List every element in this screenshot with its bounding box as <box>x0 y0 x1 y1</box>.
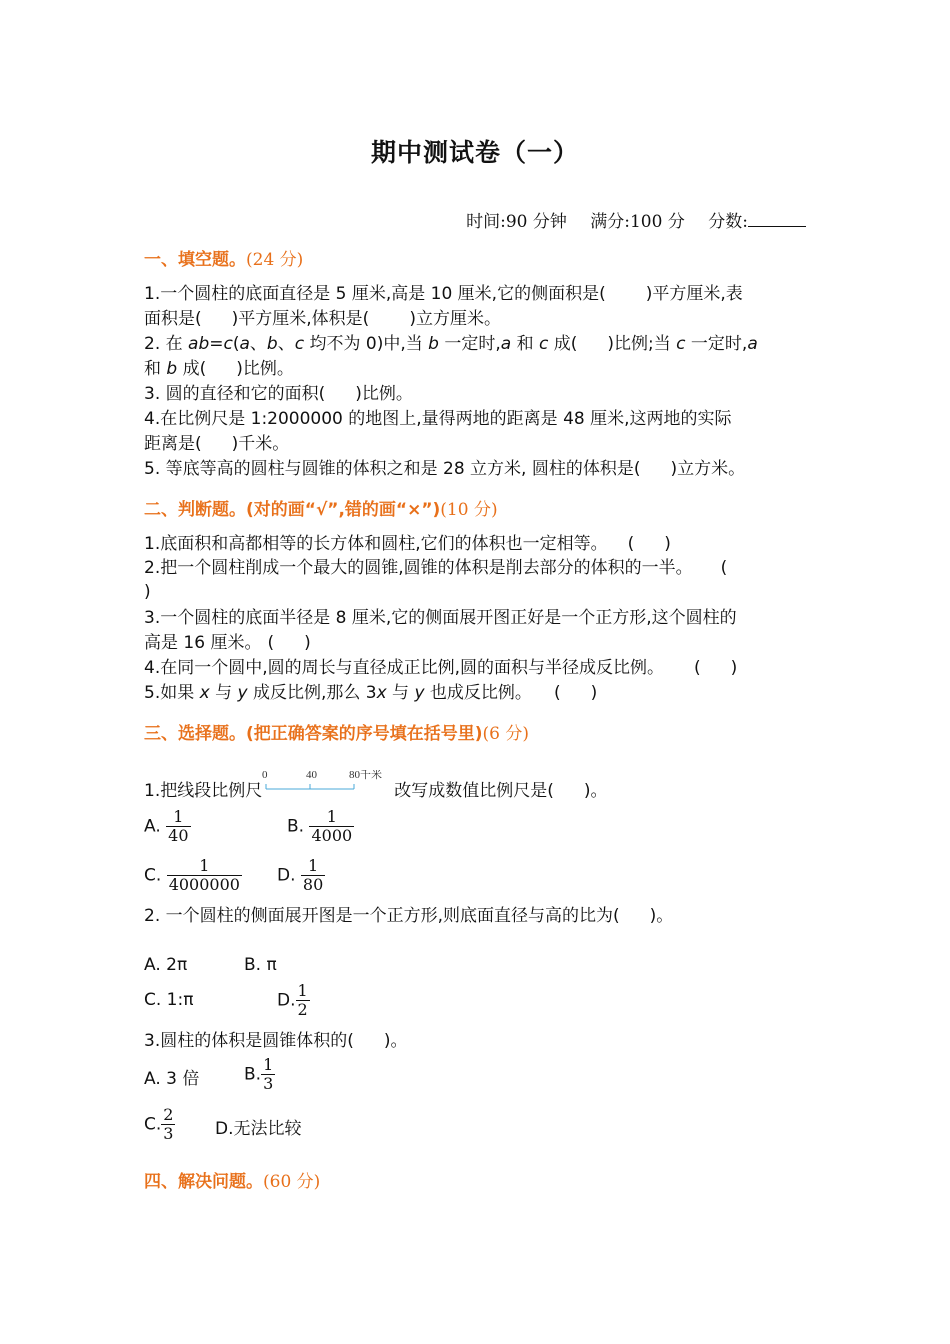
section-title: 二、判断题。(对的画“√”,错的画“×”) <box>144 500 441 520</box>
numerator: 1 <box>307 856 319 875</box>
choice-q3-option-a[interactable] <box>144 1064 199 1089</box>
option-label: C. <box>144 1114 162 1135</box>
text: ) <box>304 633 311 653</box>
fraction <box>261 1056 275 1093</box>
choice-q3-option-d[interactable] <box>215 1114 302 1139</box>
text: ( <box>720 558 728 578</box>
text: 与 <box>209 683 238 703</box>
section-title: 三、选择题。(把正确答案的序号填在括号里) <box>144 724 483 744</box>
fill-q2-line2 <box>144 357 294 381</box>
var: x <box>376 683 387 703</box>
fill-q3 <box>144 382 413 406</box>
text: ( <box>232 334 240 354</box>
section-score: (6 分) <box>482 724 530 744</box>
option-label: C. 1:π <box>144 990 194 1010</box>
text: )平方厘米,体积是( <box>231 309 370 329</box>
choice-q1-option-a[interactable] <box>144 808 191 845</box>
section-choice <box>144 719 529 744</box>
fraction <box>309 808 354 845</box>
choice-q2 <box>144 904 673 928</box>
text: 3.一个圆柱的底面半径是 8 厘米,它的侧面展开图正好是一个正方形,这个圆柱的 <box>144 608 737 628</box>
fraction <box>167 857 242 894</box>
text: )。 <box>383 1031 408 1051</box>
text: )立方厘米。 <box>409 309 501 329</box>
text: 和 <box>511 334 539 354</box>
var: b <box>266 334 278 354</box>
text: )。 <box>583 781 608 801</box>
var: a <box>747 334 758 354</box>
option-label: A. <box>144 816 161 837</box>
section-title: 一、填空题。 <box>144 250 246 270</box>
text: 也成反比例。 <box>424 683 532 703</box>
var: c <box>294 334 305 354</box>
fill-q4-line1 <box>144 407 732 431</box>
text: 与 <box>386 683 415 703</box>
numerator: 2 <box>163 1105 174 1124</box>
exam-info <box>448 207 806 232</box>
section-score: (60 分) <box>263 1172 321 1192</box>
text: 3. 圆的直径和它的面积( <box>144 384 326 404</box>
option-label: B. <box>287 816 305 837</box>
line-scale-figure <box>262 770 394 798</box>
choice-q1-option-c[interactable] <box>144 857 242 894</box>
text: 改写成数值比例尺是( <box>394 781 554 801</box>
option-label: A. 3 倍 <box>144 1069 200 1089</box>
judge-q4 <box>144 656 737 680</box>
var: b <box>428 334 439 354</box>
text: 高是 16 厘米。 <box>144 633 262 653</box>
choice-q1 <box>144 770 608 803</box>
text: ) <box>664 534 671 554</box>
text: 和 <box>144 359 167 379</box>
fill-q4-line2 <box>144 432 289 456</box>
text: ) <box>590 683 598 703</box>
section-title: 四、解决问题。 <box>144 1172 263 1192</box>
text: ( <box>694 658 701 678</box>
text: 2.把一个圆柱削成一个最大的圆锥,圆锥的体积是削去部分的体积的一半。 <box>144 558 693 578</box>
numerator: 1 <box>173 807 184 826</box>
var: ab <box>188 334 210 354</box>
score-blank[interactable] <box>748 225 806 227</box>
denominator: 3 <box>163 1124 174 1143</box>
section-judge <box>144 495 498 520</box>
numerator: 1 <box>297 981 308 1000</box>
full-score-label: 满分:100 分 <box>590 212 685 232</box>
text: 4.在同一个圆中,圆的周长与直径成正比例,圆的面积与半径成反比例。 <box>144 658 665 678</box>
text: ( <box>267 633 275 653</box>
option-label: D.无法比较 <box>215 1119 302 1139</box>
text: 成反比例,那么 3 <box>247 683 377 703</box>
text: 2. 在 <box>144 334 189 354</box>
fraction <box>166 808 190 845</box>
var: y <box>237 683 248 703</box>
option-label: B. π <box>244 955 277 975</box>
var: y <box>414 683 425 703</box>
option-label: C. <box>144 865 162 886</box>
text: 3.圆柱的体积是圆锥体积的( <box>144 1031 354 1051</box>
time-label: 时间:90 分钟 <box>466 212 567 232</box>
denominator: 80 <box>302 875 324 894</box>
fraction <box>296 982 310 1019</box>
var: c <box>676 334 686 354</box>
text: 成( <box>548 334 578 354</box>
text: 5.如果 <box>144 683 200 703</box>
denominator: 40 <box>168 826 189 845</box>
judge-q1 <box>144 532 671 556</box>
numerator: 1 <box>199 856 210 875</box>
text: )。 <box>649 906 674 926</box>
section-score: (24 分) <box>246 250 304 270</box>
text: ( <box>553 683 561 703</box>
text: 面积是( <box>144 309 202 329</box>
numerator: 1 <box>263 1055 274 1074</box>
var: x <box>199 683 210 703</box>
denominator: 4000000 <box>168 875 240 894</box>
option-label: D. <box>277 990 296 1011</box>
text: )比例。 <box>355 384 413 404</box>
fraction <box>301 857 325 894</box>
denominator: 4000 <box>311 826 353 845</box>
scale-tick-40: 40 <box>306 770 318 781</box>
var: c <box>539 334 549 354</box>
option-label: B. <box>244 1064 262 1085</box>
fill-q2-line1 <box>144 332 758 356</box>
text: )平方厘米,表 <box>645 284 743 304</box>
choice-q2-option-c[interactable] <box>144 990 193 1010</box>
text: 1.底面积和高都相等的长方体和圆柱,它们的体积也一定相等。 <box>144 534 608 554</box>
text: 均不为 0)中,当 <box>304 334 429 354</box>
choice-q3-option-b[interactable] <box>244 1056 275 1093</box>
text: ) <box>730 658 738 678</box>
text: 1.一个圆柱的底面直径是 5 厘米,高是 10 厘米,它的侧面积是( <box>144 284 606 304</box>
page-title: 期中测试卷（一） <box>370 138 579 167</box>
fraction <box>161 1106 175 1143</box>
text: )比例。 <box>236 359 294 379</box>
var: a <box>239 334 250 354</box>
option-label: A. 2π <box>144 955 188 975</box>
denominator: 2 <box>297 1000 308 1019</box>
judge-q2-line2 <box>144 580 151 604</box>
text: = <box>209 334 224 354</box>
judge-q2-line1 <box>144 556 727 580</box>
judge-q5 <box>144 681 597 705</box>
text: 4.在比例尺是 1:2000000 的地图上,量得两地的距离是 48 厘米,这两地的实际 <box>144 409 732 429</box>
text: 一定时, <box>438 334 501 354</box>
choice-q2-option-d[interactable] <box>277 982 310 1019</box>
choice-q2-option-a[interactable] <box>144 955 187 975</box>
score-field[interactable] <box>708 212 806 232</box>
denominator: 3 <box>263 1074 274 1093</box>
text: 5. 等底等高的圆柱与圆锥的体积之和是 28 立方米, 圆柱的体积是( <box>144 459 641 479</box>
section-problems <box>144 1167 320 1192</box>
option-label: D. <box>277 865 296 886</box>
choice-q1-option-d[interactable] <box>277 857 325 894</box>
judge-q3-line2 <box>144 631 311 655</box>
choice-q3 <box>144 1029 408 1053</box>
judge-q3-line1 <box>144 606 737 630</box>
text: 2. 一个圆柱的侧面展开图是一个正方形,则底面直径与高的比为( <box>144 906 620 926</box>
text: ( <box>627 534 635 554</box>
fill-q1-line1 <box>144 282 743 306</box>
choice-q3-option-c[interactable] <box>144 1106 175 1143</box>
section-score: (10 分) <box>440 500 498 520</box>
text: )比例;当 <box>607 334 677 354</box>
var: b <box>166 359 178 379</box>
text: )立方米。 <box>670 459 746 479</box>
var: c <box>223 334 233 354</box>
text: 、 <box>249 334 267 354</box>
choice-q1-option-b[interactable] <box>287 808 354 845</box>
text: 成( <box>177 359 207 379</box>
text: 距离是( <box>144 434 202 454</box>
fill-q1-line2 <box>144 307 501 331</box>
scale-tick-80: 80千米 <box>349 770 383 781</box>
fill-q5 <box>144 457 745 481</box>
text: 1.把线段比例尺 <box>144 781 263 801</box>
score-label: 分数: <box>708 212 748 232</box>
choice-q2-option-b[interactable] <box>244 955 277 975</box>
numerator: 1 <box>326 807 337 826</box>
text: 、 <box>277 334 295 354</box>
section-fill-in <box>144 245 303 270</box>
text: ) <box>144 582 151 602</box>
var: a <box>500 334 512 354</box>
text: 一定时, <box>685 334 748 354</box>
scale-tick-0: 0 <box>262 770 268 781</box>
text: )千米。 <box>231 434 290 454</box>
